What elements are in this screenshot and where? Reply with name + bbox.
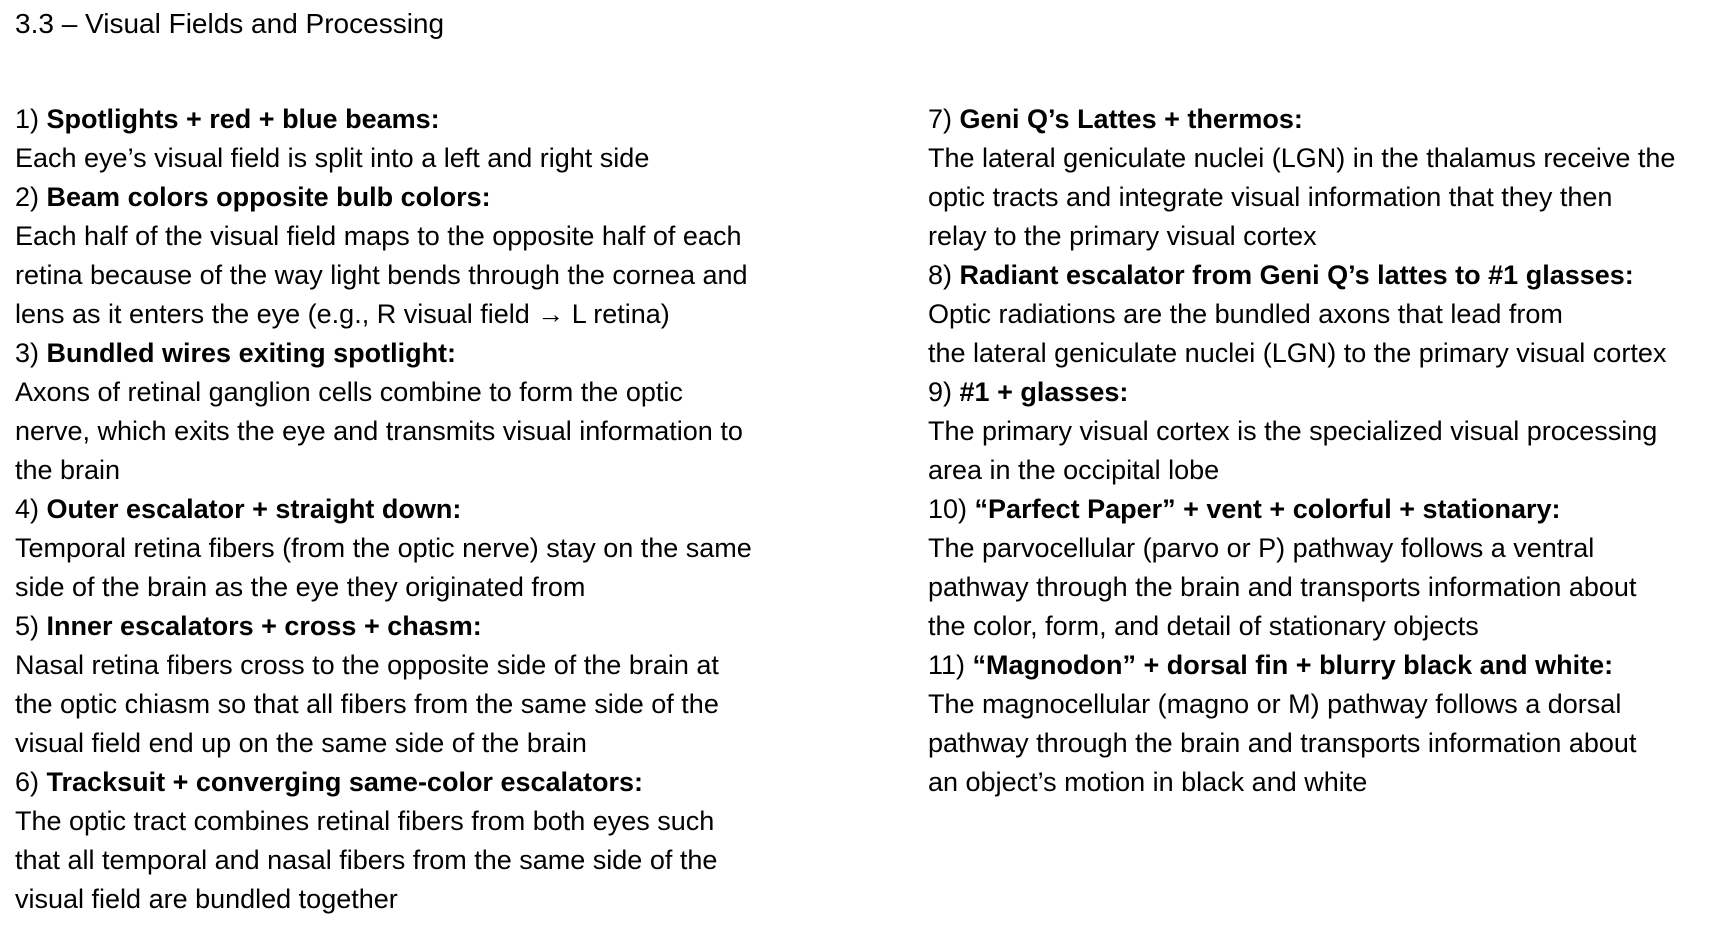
description-line: Each half of the visual field maps to the opposite half of each	[15, 221, 742, 251]
list-item	[928, 646, 1728, 802]
list-item	[928, 490, 1728, 646]
description-line: The optic tract combines retinal fibers from both eyes such	[15, 806, 715, 836]
description-line: area in the occipital lobe	[928, 455, 1220, 485]
item-heading-label: Inner escalators + cross + chasm:	[46, 611, 482, 641]
item-description	[15, 373, 850, 490]
item-heading	[15, 763, 850, 802]
description-line: lens as it enters the eye (e.g., R visual field → L retina)	[15, 299, 670, 329]
item-heading	[928, 490, 1728, 529]
item-heading	[928, 373, 1728, 412]
description-line: Temporal retina fibers (from the optic nerve) stay on the same	[15, 533, 752, 563]
item-heading	[928, 256, 1728, 295]
description-line: pathway through the brain and transports information about	[928, 572, 1637, 602]
item-number: 6)	[15, 767, 40, 797]
item-number: 5)	[15, 611, 40, 641]
description-line: an object’s motion in black and white	[928, 767, 1368, 797]
list-item	[15, 334, 850, 490]
list-item	[15, 490, 850, 607]
item-heading	[15, 178, 850, 217]
item-heading-label: Geni Q’s Lattes + thermos:	[959, 104, 1303, 134]
description-line: Nasal retina fibers cross to the opposite side of the brain at	[15, 650, 719, 680]
description-line: the lateral geniculate nuclei (LGN) to the primary visual cortex	[928, 338, 1667, 368]
item-heading-label: “Magnodon” + dorsal fin + blurry black and white:	[972, 650, 1614, 680]
item-heading-label: Outer escalator + straight down:	[46, 494, 462, 524]
item-description	[15, 529, 850, 607]
item-heading	[928, 646, 1728, 685]
description-line: side of the brain as the eye they originated from	[15, 572, 586, 602]
item-description	[15, 217, 850, 334]
item-number: 2)	[15, 182, 40, 212]
item-number: 11)	[928, 650, 966, 680]
description-line: retina because of the way light bends through the cornea and	[15, 260, 748, 290]
item-heading-label: Radiant escalator from Geni Q’s lattes to #1 glasses:	[959, 260, 1634, 290]
description-line: that all temporal and nasal fibers from the same side of the	[15, 845, 718, 875]
item-heading	[15, 490, 850, 529]
description-line: the color, form, and detail of stationary objects	[928, 611, 1479, 641]
item-description	[15, 139, 850, 178]
list-item	[928, 373, 1728, 490]
description-line: The lateral geniculate nuclei (LGN) in the thalamus receive the	[928, 143, 1676, 173]
list-item	[928, 100, 1728, 256]
description-line: Axons of retinal ganglion cells combine to form the optic	[15, 377, 683, 407]
description-line: relay to the primary visual cortex	[928, 221, 1317, 251]
item-description	[15, 802, 850, 919]
description-line: the brain	[15, 455, 121, 485]
description-line: Optic radiations are the bundled axons that lead from	[928, 299, 1563, 329]
left-column	[15, 100, 850, 919]
item-description	[928, 529, 1728, 646]
description-line: The magnocellular (magno or M) pathway follows a dorsal	[928, 689, 1622, 719]
item-description	[928, 685, 1728, 802]
list-item	[15, 178, 850, 334]
description-line: pathway through the brain and transports information about	[928, 728, 1637, 758]
item-heading-label: Bundled wires exiting spotlight:	[46, 338, 457, 368]
item-number: 1)	[15, 104, 40, 134]
description-line: optic tracts and integrate visual information that they then	[928, 182, 1613, 212]
item-description	[928, 139, 1728, 256]
item-heading	[15, 334, 850, 373]
item-number: 3)	[15, 338, 40, 368]
item-number: 9)	[928, 377, 953, 407]
item-number: 10)	[928, 494, 968, 524]
description-line: Each eye’s visual field is split into a left and right side	[15, 143, 650, 173]
item-heading-label: #1 + glasses:	[959, 377, 1129, 407]
item-heading-label: Spotlights + red + blue beams:	[46, 104, 440, 134]
item-heading-label: Tracksuit + converging same-color escalators:	[46, 767, 644, 797]
item-heading	[15, 607, 850, 646]
item-description	[928, 295, 1728, 373]
description-line: visual field are bundled together	[15, 884, 398, 914]
item-heading-label: “Parfect Paper” + vent + colorful + stationary:	[974, 494, 1561, 524]
description-line: The parvocellular (parvo or P) pathway follows a ventral	[928, 533, 1595, 563]
description-line: nerve, which exits the eye and transmits visual information to	[15, 416, 743, 446]
list-item	[928, 256, 1728, 373]
item-heading	[928, 100, 1728, 139]
list-item	[15, 100, 850, 178]
right-column	[928, 100, 1728, 802]
description-line: The primary visual cortex is the specialized visual processing	[928, 416, 1658, 446]
list-item	[15, 763, 850, 919]
item-description	[15, 646, 850, 763]
item-number: 7)	[928, 104, 953, 134]
item-heading	[15, 100, 850, 139]
item-heading-label: Beam colors opposite bulb colors:	[46, 182, 491, 212]
item-number: 4)	[15, 494, 40, 524]
item-description	[928, 412, 1728, 490]
description-line: visual field end up on the same side of the brain	[15, 728, 587, 758]
list-item	[15, 607, 850, 763]
description-line: the optic chiasm so that all fibers from the same side of the	[15, 689, 719, 719]
item-number: 8)	[928, 260, 953, 290]
page-title: 3.3 – Visual Fields and Processing	[15, 8, 445, 39]
